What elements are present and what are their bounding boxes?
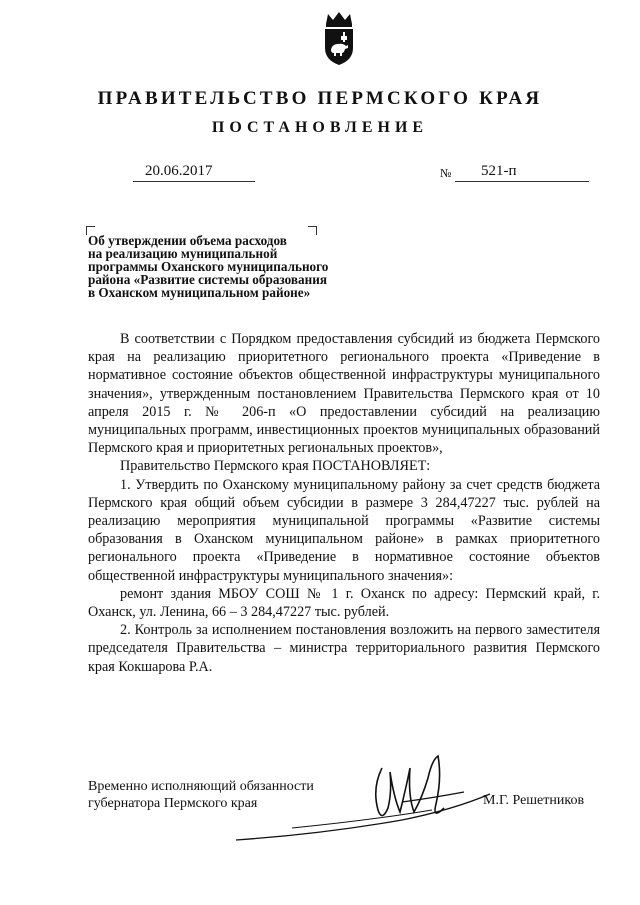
document-type-heading: ПОСТАНОВЛЕНИЕ xyxy=(211,119,429,136)
number-sign: № xyxy=(440,166,452,180)
paragraph-preamble: В соответствии с Порядком предоставления субсидий из бюджета Пермского края на реализацию приоритетного регионального проекта «Приведение в нормативное состояние объектов общественной инфраструктуры муниципального значения», утвержденным постановлением Правительства Пермского края от 10 апреля 2015 г. № 206-п «О предоставлении субсидий на реализацию муниципальных программ, инвестиционных проектов муниципальных образований Пермского края и приоритетных региональных проектов», xyxy=(88,331,600,457)
document-date: 20.06.2017 xyxy=(133,162,255,182)
position-line: Временно исполняющий обязанности xyxy=(88,779,314,794)
paragraph-item-1-detail: ремонт здания МБОУ СОШ № 1 г. Оханск по адресу: Пермский край, г. Оханск, ул. Ленина, 66 – 3 284,47227 тыс. рублей. xyxy=(88,585,600,621)
document-title xyxy=(88,234,388,299)
document-body xyxy=(88,330,600,676)
position-line: губернатора Пермского края xyxy=(88,796,258,811)
signatory-name: М.Г. Решетников xyxy=(483,793,585,808)
title-line: на реализацию муниципальной xyxy=(88,246,278,261)
handwritten-signature-icon xyxy=(232,748,492,844)
title-line: в Оханском муниципальном районе» xyxy=(88,285,311,300)
document-number: 521-п xyxy=(455,162,589,182)
paragraph-item-1: 1. Утвердить по Оханскому муниципальному району за счет средств бюджета Пермского края общий объем субсидии в размере 3 284,47227 тыс. рублей на реализацию мероприятия муниципальной программы «Развитие системы образования в Оханском муниципальном районе» в рамках приоритетного регионального проекта «Приведение в нормативное состояние объектов общественной инфраструктуры муниципального значения»: xyxy=(88,476,600,584)
organization-heading: ПРАВИТЕЛЬСТВО ПЕРМСКОГО КРАЯ xyxy=(97,88,543,109)
coat-of-arms-icon xyxy=(318,10,360,66)
title-line: Об утверждении объема расходов xyxy=(88,233,287,248)
paragraph-item-2: 2. Контроль за исполнением постановления возложить на первого заместителя председателя Правительства – министра территориального развития Пермского края Кокшарова Р.А. xyxy=(88,622,600,675)
title-line: района «Развитие системы образования xyxy=(88,272,327,287)
title-line: программы Оханского муниципального xyxy=(88,259,329,274)
paragraph-resolves: Правительство Пермского края ПОСТАНОВЛЯЕТ: xyxy=(120,458,431,475)
